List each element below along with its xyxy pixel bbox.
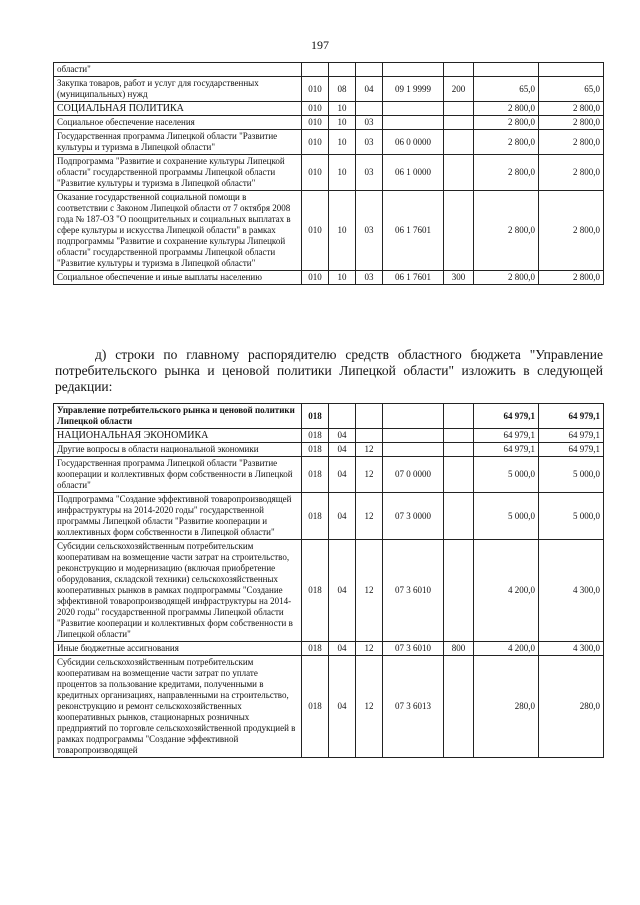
admin-code: 010 [302, 271, 329, 285]
admin-code: 010 [302, 102, 329, 116]
expense-type-code [444, 443, 474, 457]
amount-year-2: 5 000,0 [539, 493, 604, 540]
amount-year-1: 280,0 [474, 656, 539, 758]
table-row [54, 155, 604, 191]
admin-code [302, 63, 329, 77]
amendment-paragraph: д) строки по главному распорядителю средств областного бюджета "Управление потребительского рынка и ценовой политики Липецкой области" изложить в следующей редакции: [55, 347, 603, 394]
expense-type-code [444, 130, 474, 155]
admin-code: 018 [302, 457, 329, 493]
expense-type-code [444, 457, 474, 493]
row-name: Подпрограмма "Создание эффективной товаропроизводящей инфраструктуры на 2014-2020 годы" государственной программы Липецкой области "Развитие кооперации и коллективных форм собственности в Липецкой области" [54, 493, 302, 540]
amount-year-2: 65,0 [539, 77, 604, 102]
target-article-code: 07 3 0000 [383, 493, 444, 540]
subsection-code: 12 [356, 656, 383, 758]
subsection-code [356, 63, 383, 77]
target-article-code [383, 102, 444, 116]
admin-code: 010 [302, 130, 329, 155]
subsection-code [356, 404, 383, 429]
row-name: Социальное обеспечение населения [54, 116, 302, 130]
row-name: Иные бюджетные ассигнования [54, 642, 302, 656]
row-name: Управление потребительского рынка и ценовой политики Липецкой области [54, 404, 302, 429]
target-article-code: 06 1 0000 [383, 155, 444, 191]
amount-year-2: 2 800,0 [539, 130, 604, 155]
amount-year-1: 64 979,1 [474, 443, 539, 457]
subsection-code: 03 [356, 155, 383, 191]
section-code: 10 [329, 271, 356, 285]
subsection-code: 03 [356, 191, 383, 271]
subsection-code: 03 [356, 130, 383, 155]
expense-type-code [444, 63, 474, 77]
admin-code: 010 [302, 155, 329, 191]
subsection-code: 03 [356, 271, 383, 285]
expense-type-code: 300 [444, 271, 474, 285]
amount-year-1: 2 800,0 [474, 116, 539, 130]
target-article-code: 09 1 9999 [383, 77, 444, 102]
amount-year-1: 2 800,0 [474, 130, 539, 155]
table-row [54, 540, 604, 642]
amount-year-2: 2 800,0 [539, 191, 604, 271]
table-row [54, 642, 604, 656]
expense-type-code [444, 155, 474, 191]
table-row [54, 191, 604, 271]
expense-type-code: 800 [444, 642, 474, 656]
amount-year-1: 65,0 [474, 77, 539, 102]
subsection-code [356, 429, 383, 443]
admin-code: 018 [302, 656, 329, 758]
admin-code: 018 [302, 429, 329, 443]
target-article-code: 07 0 0000 [383, 457, 444, 493]
expense-type-code [444, 191, 474, 271]
amount-year-2: 280,0 [539, 656, 604, 758]
amount-year-2: 4 300,0 [539, 642, 604, 656]
table-row [54, 116, 604, 130]
section-code: 10 [329, 130, 356, 155]
table-row [54, 130, 604, 155]
target-article-code [383, 404, 444, 429]
section-code: 04 [329, 443, 356, 457]
section-code: 04 [329, 493, 356, 540]
expense-type-code: 200 [444, 77, 474, 102]
amount-year-1: 4 200,0 [474, 540, 539, 642]
table-row [54, 656, 604, 758]
target-article-code [383, 443, 444, 457]
subsection-code: 04 [356, 77, 383, 102]
section-code: 04 [329, 429, 356, 443]
row-name: Оказание государственной социальной помощи в соответствии с Законом Липецкой области от 7 октября 2008 года № 187-ОЗ "О поощрительных и социальных выплатах в сфере культуры и искусства Липецкой области" в рамках подпрограммы "Развитие и сохранение культуры Липецкой области" государственной программы Липецкой области "Развитие культуры и туризма в Липецкой области" [54, 191, 302, 271]
amount-year-1: 2 800,0 [474, 271, 539, 285]
amount-year-1: 2 800,0 [474, 191, 539, 271]
amount-year-1 [474, 63, 539, 77]
subsection-code: 12 [356, 457, 383, 493]
admin-code: 010 [302, 191, 329, 271]
amount-year-2: 5 000,0 [539, 457, 604, 493]
section-code: 10 [329, 102, 356, 116]
target-article-code: 07 3 6010 [383, 642, 444, 656]
amount-year-2: 2 800,0 [539, 116, 604, 130]
table-row [54, 271, 604, 285]
target-article-code: 07 3 6010 [383, 540, 444, 642]
amount-year-1: 2 800,0 [474, 155, 539, 191]
admin-code: 018 [302, 493, 329, 540]
amount-year-2: 64 979,1 [539, 404, 604, 429]
amount-year-2: 64 979,1 [539, 429, 604, 443]
table-row [54, 443, 604, 457]
amount-year-2: 64 979,1 [539, 443, 604, 457]
row-name: Субсидии сельскохозяйственным потребительским кооперативам на возмещение части затрат по уплате процентов за пользование кредитами, полученными в кредитных организациях, направленными на строительство, реконструкцию и ремонт сельскохозяйственных кооперативных рынков, стационарных розничных предприятий по торговле сельскохозяйственной продукцией в рамках подпрограммы "Создание эффективной товаропроизводящей [54, 656, 302, 758]
target-article-code: 06 0 0000 [383, 130, 444, 155]
row-name: Закупка товаров, работ и услуг для государственных (муниципальных) нужд [54, 77, 302, 102]
expense-type-code [444, 493, 474, 540]
table-row [54, 77, 604, 102]
section-code: 08 [329, 77, 356, 102]
admin-code: 018 [302, 443, 329, 457]
admin-code: 018 [302, 404, 329, 429]
table-row [54, 493, 604, 540]
row-name: Другие вопросы в области национальной экономики [54, 443, 302, 457]
table-row [54, 429, 604, 443]
amount-year-1: 5 000,0 [474, 493, 539, 540]
amount-year-2: 4 300,0 [539, 540, 604, 642]
subsection-code: 12 [356, 443, 383, 457]
row-name: Подпрограмма "Развитие и сохранение культуры Липецкой области" государственной программы Липецкой области "Развитие культуры и туризма в Липецкой области" [54, 155, 302, 191]
section-code [329, 404, 356, 429]
amount-year-2: 2 800,0 [539, 102, 604, 116]
expense-type-code [444, 540, 474, 642]
expense-type-code [444, 429, 474, 443]
amount-year-1: 64 979,1 [474, 429, 539, 443]
section-code: 04 [329, 642, 356, 656]
admin-code: 018 [302, 540, 329, 642]
section-code: 10 [329, 155, 356, 191]
target-article-code [383, 116, 444, 130]
page-number: 197 [311, 38, 329, 52]
target-article-code [383, 63, 444, 77]
expense-type-code [444, 404, 474, 429]
subsection-code: 12 [356, 642, 383, 656]
table-row [54, 457, 604, 493]
section-code: 04 [329, 656, 356, 758]
target-article-code: 07 3 6013 [383, 656, 444, 758]
budget-table-culture [53, 62, 604, 285]
subsection-code [356, 102, 383, 116]
section-code: 04 [329, 457, 356, 493]
row-name: Государственная программа Липецкой области "Развитие кооперации и коллективных форм собственности в Липецкой области" [54, 457, 302, 493]
amount-year-1: 2 800,0 [474, 102, 539, 116]
amount-year-1: 64 979,1 [474, 404, 539, 429]
table-row [54, 63, 604, 77]
section-code [329, 63, 356, 77]
admin-code: 018 [302, 642, 329, 656]
section-code: 10 [329, 191, 356, 271]
amount-year-1: 4 200,0 [474, 642, 539, 656]
target-article-code [383, 429, 444, 443]
admin-code: 010 [302, 116, 329, 130]
expense-type-code [444, 656, 474, 758]
amount-year-2: 2 800,0 [539, 271, 604, 285]
expense-type-code [444, 116, 474, 130]
admin-code: 010 [302, 77, 329, 102]
table-row [54, 102, 604, 116]
row-name: Государственная программа Липецкой области "Развитие культуры и туризма в Липецкой области" [54, 130, 302, 155]
row-name: области" [54, 63, 302, 77]
section-code: 10 [329, 116, 356, 130]
subsection-code: 12 [356, 540, 383, 642]
section-code: 04 [329, 540, 356, 642]
amount-year-2 [539, 63, 604, 77]
row-name: Социальное обеспечение и иные выплаты населению [54, 271, 302, 285]
row-name: НАЦИОНАЛЬНАЯ ЭКОНОМИКА [54, 429, 302, 443]
target-article-code: 06 1 7601 [383, 271, 444, 285]
amount-year-2: 2 800,0 [539, 155, 604, 191]
subsection-code: 03 [356, 116, 383, 130]
table-row [54, 404, 604, 429]
subsection-code: 12 [356, 493, 383, 540]
row-name: Субсидии сельскохозяйственным потребительским кооперативам на возмещение части затрат на строительство, реконструкцию и модернизацию (включая приобретение оборудования, складской техники) сельскохозяйственных кооперативных рынков в рамках подпрограммы "Создание эффективной товаропроизводящей инфраструктуры на 2014-2020 годы" государственной программы Липецкой области "Развитие кооперации и коллективных форм собственности в Липецкой области" [54, 540, 302, 642]
expense-type-code [444, 102, 474, 116]
row-name: СОЦИАЛЬНАЯ ПОЛИТИКА [54, 102, 302, 116]
budget-table-consumer-market [53, 403, 604, 758]
amount-year-1: 5 000,0 [474, 457, 539, 493]
target-article-code: 06 1 7601 [383, 191, 444, 271]
